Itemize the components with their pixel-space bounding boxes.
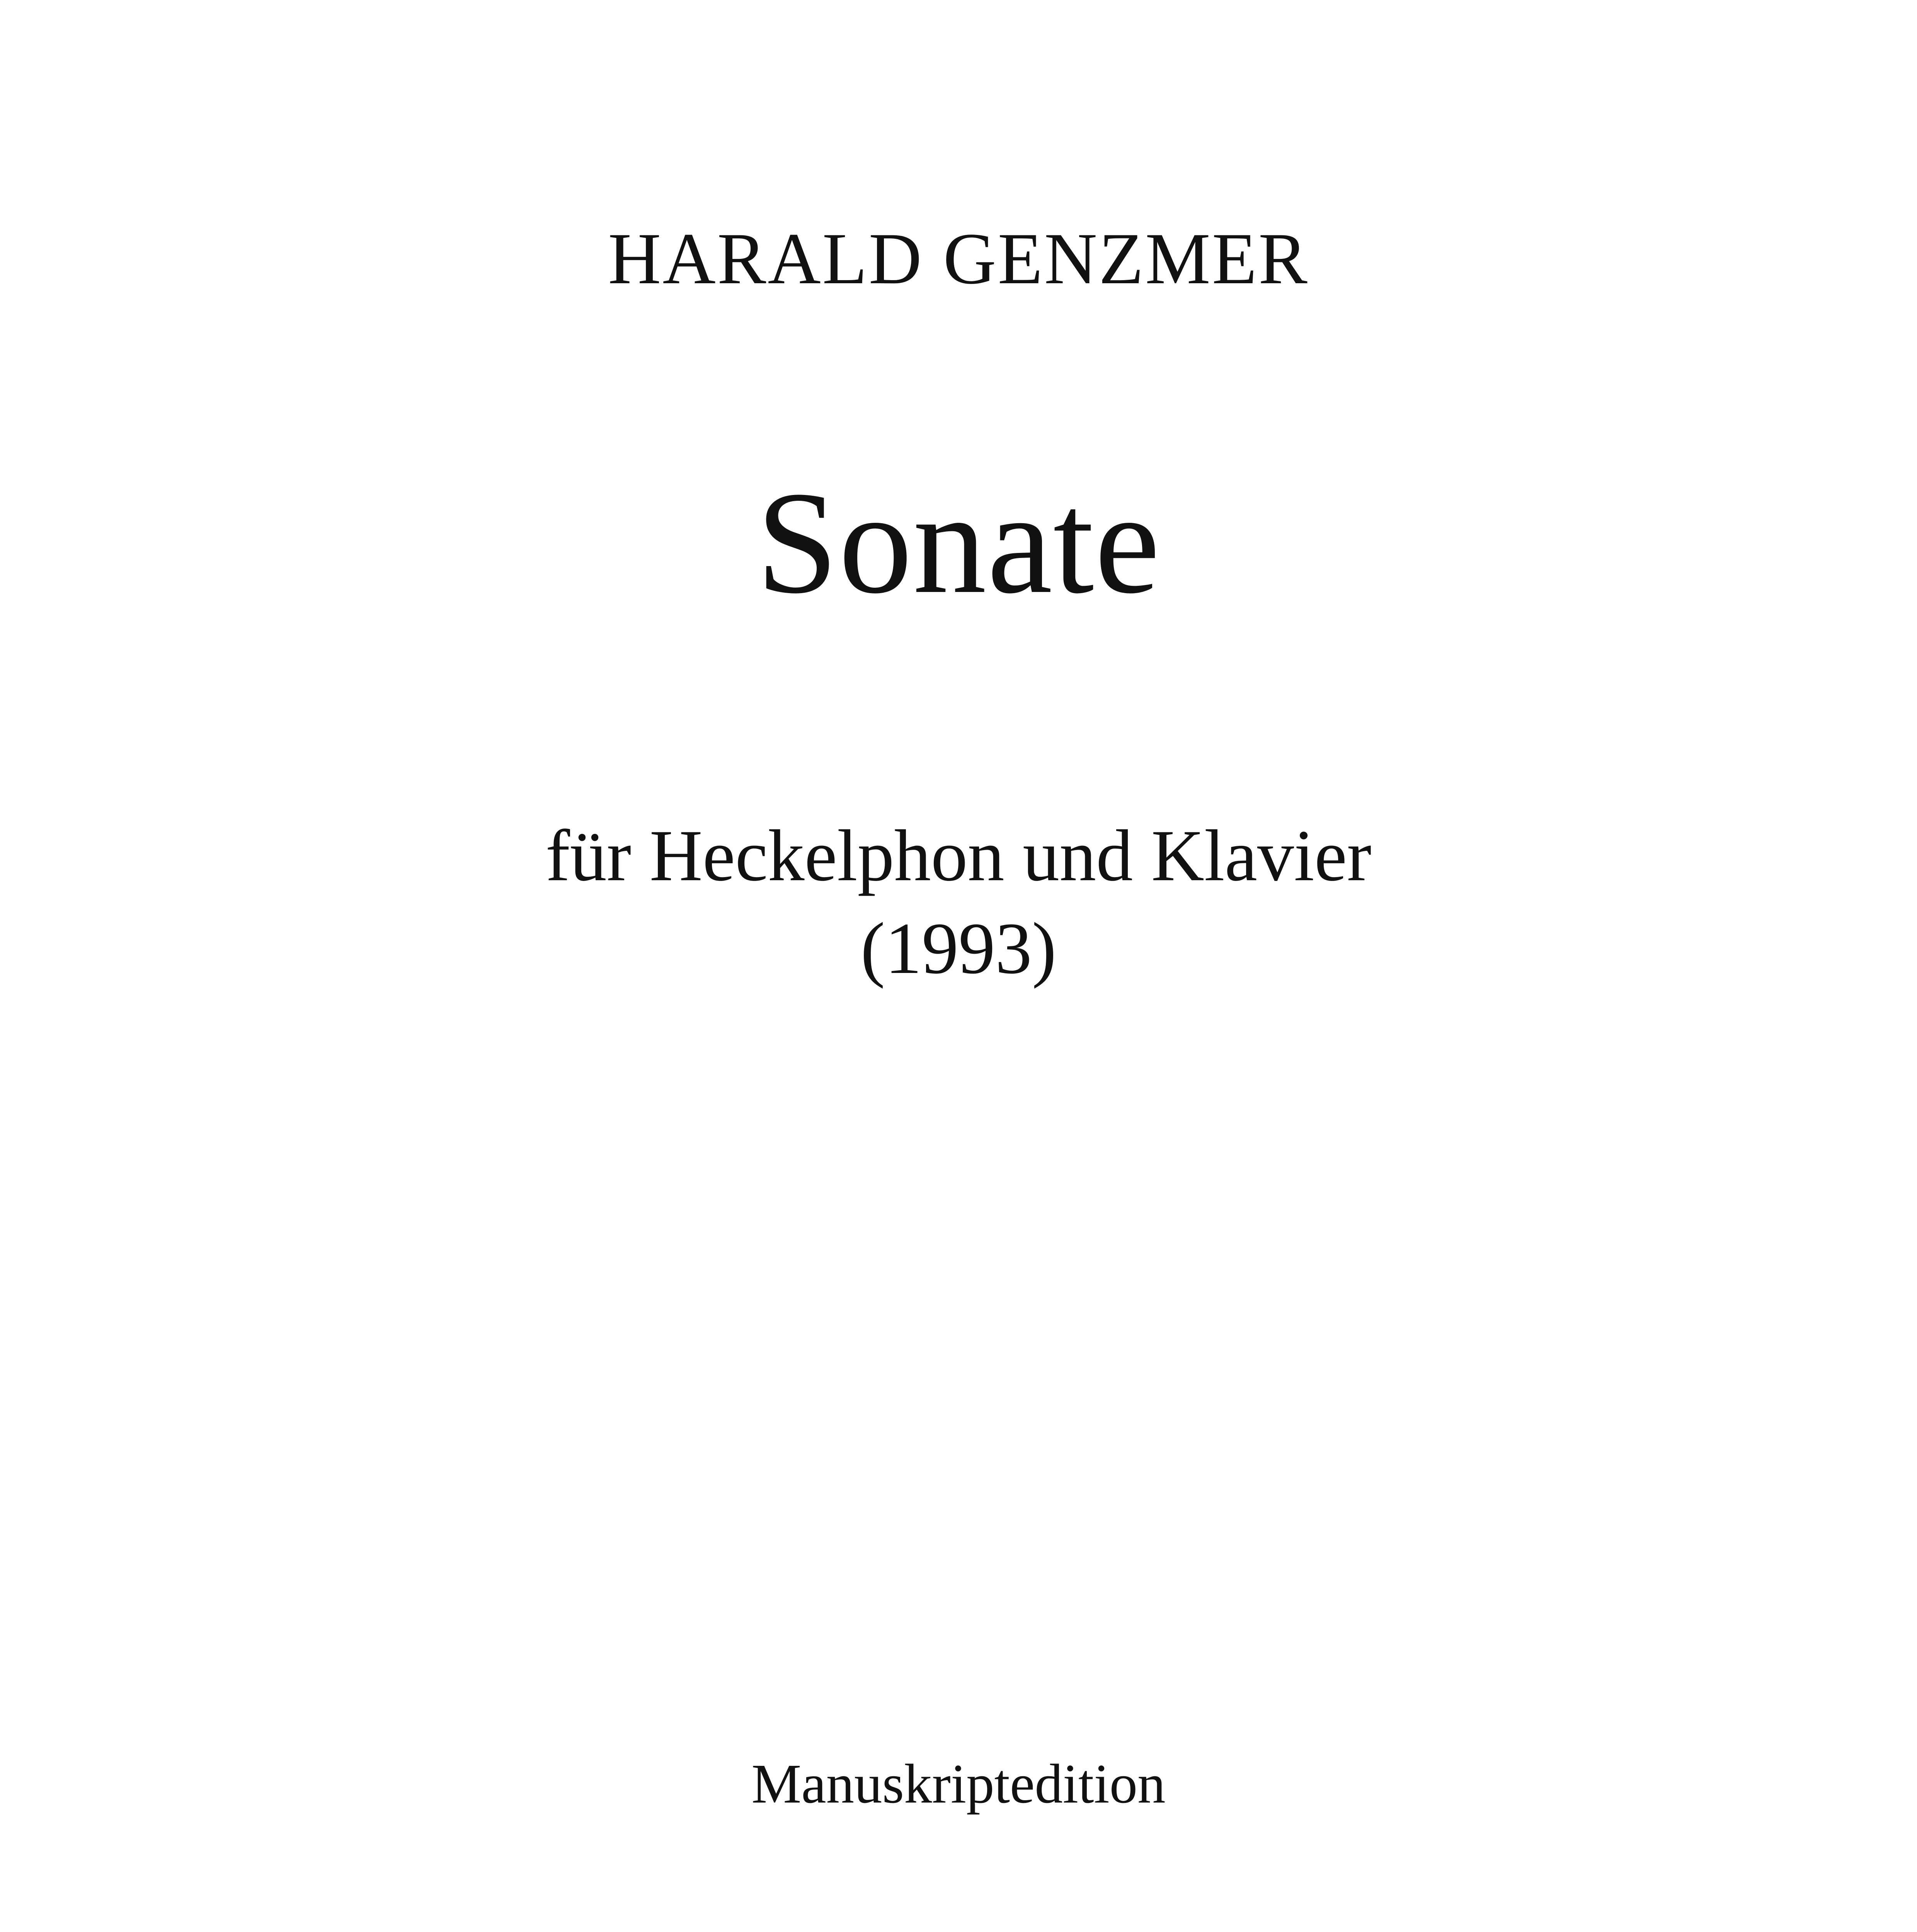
composer-name: HARALD GENZMER xyxy=(608,218,1309,299)
edition-label: Manuskriptedition xyxy=(751,1753,1166,1815)
work-title: Sonate xyxy=(756,461,1161,624)
instrumentation: für Heckelphon und Klavier xyxy=(545,815,1372,896)
composition-year: (1993) xyxy=(860,908,1057,989)
